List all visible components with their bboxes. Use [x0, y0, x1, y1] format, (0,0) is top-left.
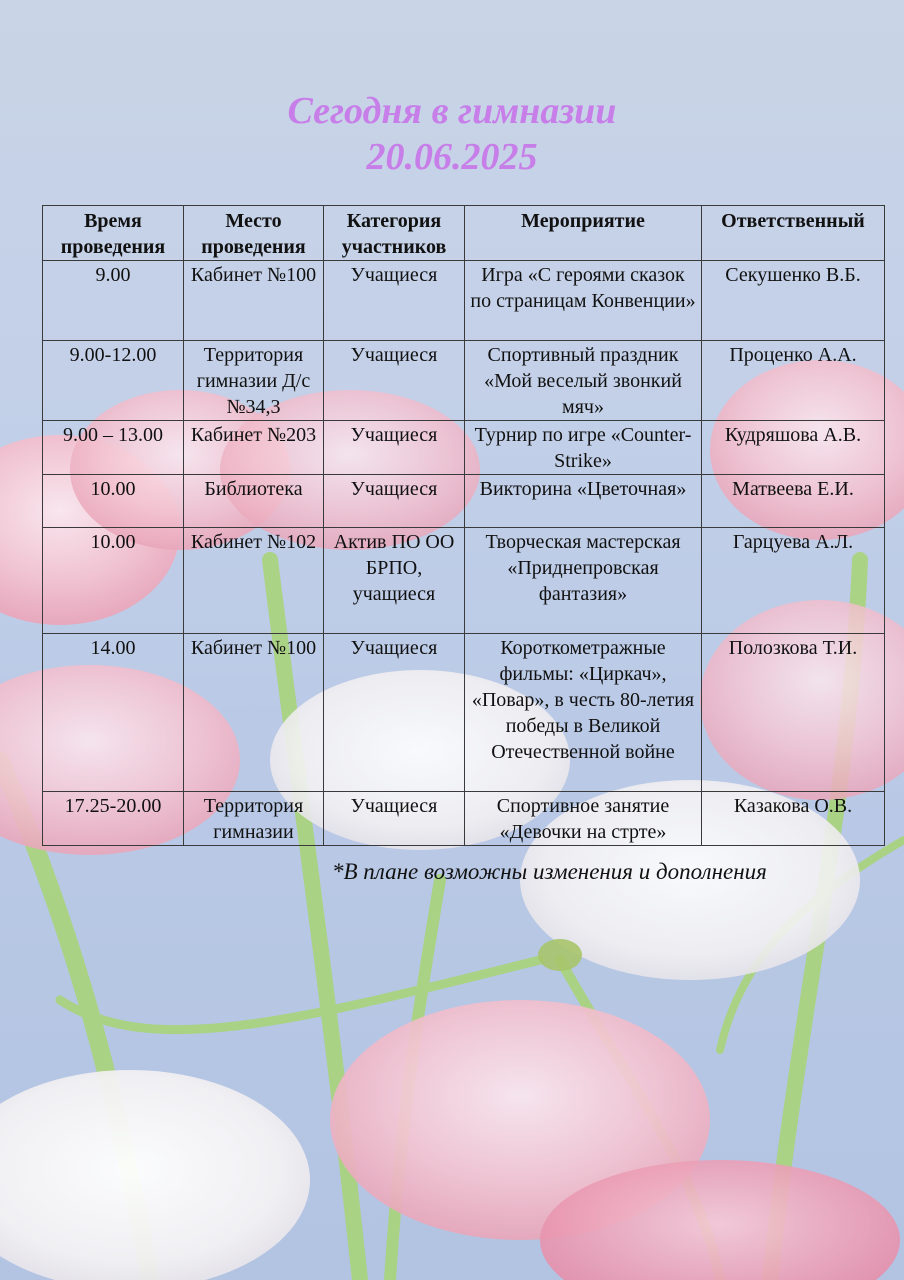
table-row — [43, 528, 885, 634]
event-cell: Игра «С героями сказок по страницам Конвенции» — [465, 261, 702, 341]
title-line-1: Сегодня в гимназии — [287, 90, 617, 132]
title-date: 20.06.2025 — [366, 136, 538, 178]
category-cell: Учащиеся — [324, 341, 465, 421]
event-cell: Викторина «Цветочная» — [465, 475, 702, 528]
column-header-place: Место проведения — [184, 206, 324, 261]
responsible-cell: Гарцуева А.Л. — [702, 528, 885, 634]
column-header-responsible: Ответственный — [702, 206, 885, 261]
responsible-cell: Секушенко В.Б. — [702, 261, 885, 341]
time-cell: 10.00 — [43, 528, 184, 634]
changes-note: *В плане возможны изменения и дополнения — [332, 859, 767, 884]
table-row — [43, 341, 885, 421]
table-row — [43, 421, 885, 475]
table-header-row — [43, 206, 885, 261]
time-cell: 10.00 — [43, 475, 184, 528]
page-title — [0, 88, 904, 180]
responsible-cell: Кудряшова А.В. — [702, 421, 885, 475]
category-cell: Учащиеся — [324, 421, 465, 475]
time-cell: 14.00 — [43, 634, 184, 792]
column-header-category: Категория участников — [324, 206, 465, 261]
responsible-cell: Проценко А.А. — [702, 341, 885, 421]
column-header-event: Мероприятие — [465, 206, 702, 261]
column-header-time: Время проведения — [43, 206, 184, 261]
schedule-table — [42, 205, 885, 846]
table-row — [43, 634, 885, 792]
category-cell: Учащиеся — [324, 634, 465, 792]
responsible-cell: Матвеева Е.И. — [702, 475, 885, 528]
place-cell: Территория гимназии Д/с №34,3 — [184, 341, 324, 421]
category-cell: Учащиеся — [324, 475, 465, 528]
time-cell: 17.25-20.00 — [43, 792, 184, 846]
event-cell: Короткометражные фильмы: «Циркач», «Повар», в честь 80-летия победы в Великой Отечественной войне — [465, 634, 702, 792]
responsible-cell: Полозкова Т.И. — [702, 634, 885, 792]
responsible-cell: Казакова О.В. — [702, 792, 885, 846]
time-cell: 9.00-12.00 — [43, 341, 184, 421]
table-row — [43, 261, 885, 341]
event-cell: Турнир по игре «Counter-Strike» — [465, 421, 702, 475]
event-cell: Творческая мастерская «Приднепровская фантазия» — [465, 528, 702, 634]
category-cell: Актив ПО ОО БРПО, учащиеся — [324, 528, 465, 634]
place-cell: Кабинет №100 — [184, 634, 324, 792]
category-cell: Учащиеся — [324, 261, 465, 341]
time-cell: 9.00 – 13.00 — [43, 421, 184, 475]
event-cell: Спортивный праздник «Мой веселый звонкий мяч» — [465, 341, 702, 421]
place-cell: Кабинет №102 — [184, 528, 324, 634]
place-cell: Территория гимназии — [184, 792, 324, 846]
place-cell: Кабинет №100 — [184, 261, 324, 341]
time-cell: 9.00 — [43, 261, 184, 341]
event-cell: Спортивное занятие «Девочки на стрте» — [465, 792, 702, 846]
table-row — [43, 475, 885, 528]
place-cell: Библиотека — [184, 475, 324, 528]
table-row — [43, 792, 885, 846]
place-cell: Кабинет №203 — [184, 421, 324, 475]
category-cell: Учащиеся — [324, 792, 465, 846]
